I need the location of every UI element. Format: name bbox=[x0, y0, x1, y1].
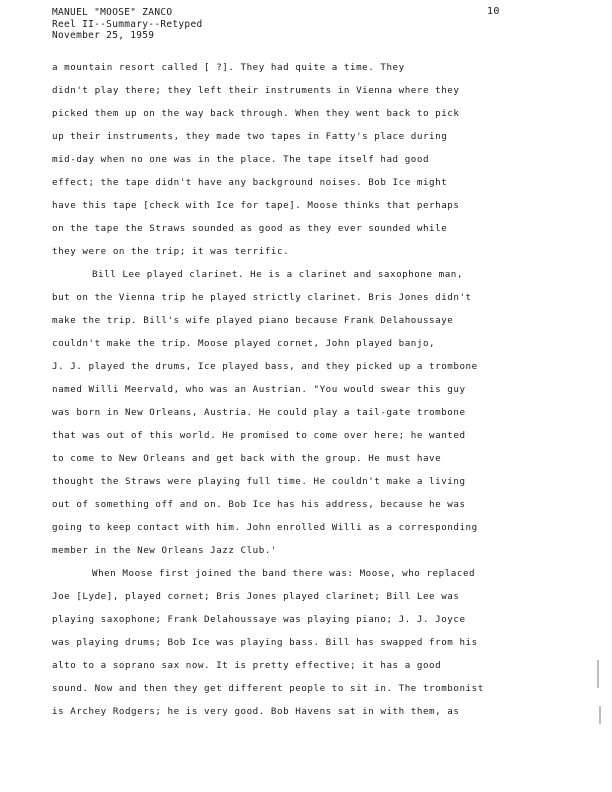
transcript-line: to come to New Orleans and get back with the group. He must have bbox=[52, 453, 442, 464]
scan-artifact-mark bbox=[597, 660, 599, 688]
transcript-line: When Moose first joined the band there was: Moose, who replaced bbox=[92, 568, 476, 579]
transcript-line: playing saxophone; Frank Delahoussaye was playing piano; J. J. Joyce bbox=[52, 614, 466, 625]
transcript-line: was playing drums; Bob Ice was playing bass. Bill has swapped from his bbox=[52, 637, 478, 648]
header-interviewee-name: MANUEL "MOOSE" ZANCO bbox=[52, 7, 173, 18]
transcript-line: mid-day when no one was in the place. The tape itself had good bbox=[52, 154, 430, 165]
transcript-line: picked them up on the way back through. When they went back to pick bbox=[52, 108, 460, 119]
transcript-line: out of something off and on. Bob Ice has his address, because he was bbox=[52, 499, 466, 510]
transcript-line: named Willi Meervald, who was an Austrian. "You would swear this guy bbox=[52, 384, 466, 395]
transcript-line: didn't play there; they left their instruments in Vienna where they bbox=[52, 85, 460, 96]
transcript-line: up their instruments, they made two tapes in Fatty's place during bbox=[52, 131, 448, 142]
transcript-line: Joe [Lyde], played cornet; Bris Jones played clarinet; Bill Lee was bbox=[52, 591, 460, 602]
transcript-line: couldn't make the trip. Moose played cornet, John played banjo, bbox=[52, 338, 436, 349]
transcript-line: on the tape the Straws sounded as good as they ever sounded while bbox=[52, 223, 448, 234]
transcript-line: effect; the tape didn't have any background noises. Bob Ice might bbox=[52, 177, 448, 188]
transcript-line: member in the New Orleans Jazz Club.' bbox=[52, 545, 278, 556]
header-reel-info: Reel II--Summary--Retyped bbox=[52, 18, 203, 30]
transcript-line: that was out of this world. He promised to come over here; he wanted bbox=[52, 430, 466, 441]
transcript-line: sound. Now and then they get different people to sit in. The trombonist bbox=[52, 683, 484, 694]
transcript-line: a mountain resort called [ ?]. They had quite a time. They bbox=[52, 62, 405, 73]
transcript-line: was born in New Orleans, Austria. He could play a tail-gate trombone bbox=[52, 407, 466, 418]
document-header bbox=[52, 7, 203, 42]
transcript-line: they were on the trip; it was terrific. bbox=[52, 246, 290, 257]
transcript-body bbox=[52, 62, 552, 729]
transcript-line: but on the Vienna trip he played strictly clarinet. Bris Jones didn't bbox=[52, 292, 472, 303]
transcript-line: Bill Lee played clarinet. He is a clarinet and saxophone man, bbox=[92, 269, 463, 280]
transcript-line: is Archey Rodgers; he is very good. Bob Havens sat in with them, as bbox=[52, 706, 460, 717]
transcript-line: J. J. played the drums, Ice played bass, and they picked up a trombone bbox=[52, 361, 478, 372]
transcript-line: thought the Straws were playing full time. He couldn't make a living bbox=[52, 476, 466, 487]
transcript-line: alto to a soprano sax now. It is pretty effective; it has a good bbox=[52, 660, 442, 671]
page-number: 10 bbox=[487, 6, 500, 17]
scan-artifact-mark bbox=[599, 706, 601, 724]
transcript-line: make the trip. Bill's wife played piano because Frank Delahoussaye bbox=[52, 315, 454, 326]
header-date: November 25, 1959 bbox=[52, 30, 155, 41]
transcript-line: have this tape [check with Ice for tape]. Moose thinks that perhaps bbox=[52, 200, 460, 211]
transcript-line: going to keep contact with him. John enrolled Willi as a corresponding bbox=[52, 522, 478, 533]
